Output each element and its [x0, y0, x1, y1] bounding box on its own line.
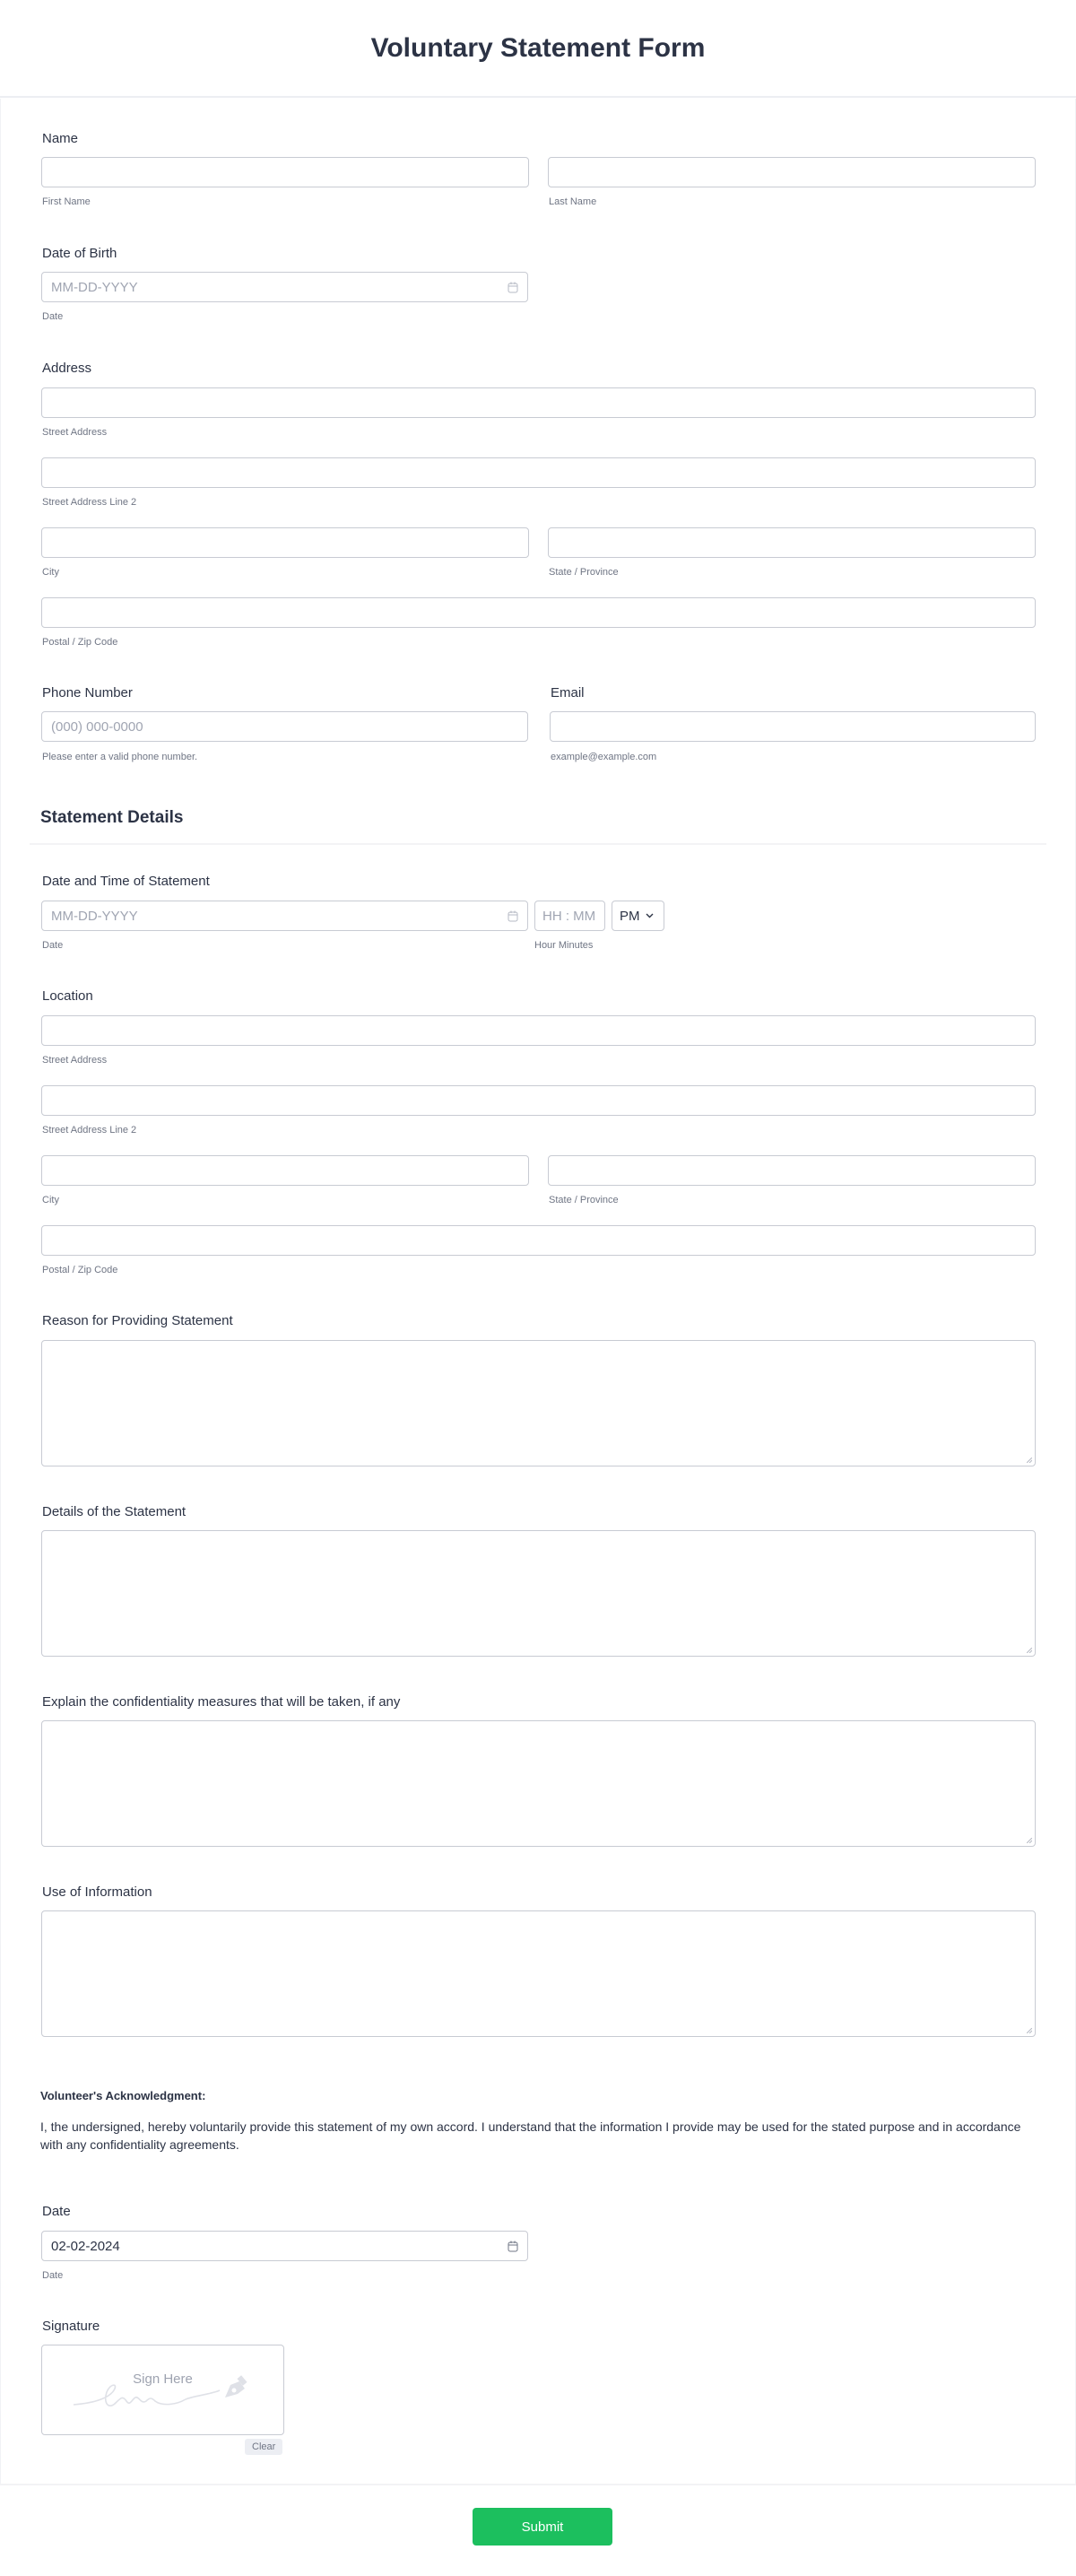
- address-line2-input[interactable]: [41, 457, 1036, 488]
- address-street-sublabel: Street Address: [42, 427, 108, 438]
- statement-time-input[interactable]: [534, 901, 605, 931]
- phone-sublabel: Please enter a valid phone number.: [42, 752, 198, 762]
- first-name-input[interactable]: [41, 157, 529, 187]
- signature-label: Signature: [42, 2319, 100, 2334]
- section-title: Statement Details: [40, 808, 184, 827]
- last-name-sublabel: Last Name: [549, 196, 597, 207]
- date-label: Date: [42, 2204, 71, 2219]
- location-line2-sublabel: Street Address Line 2: [42, 1125, 137, 1136]
- statement-time-placeholder: HH : MM: [542, 908, 596, 924]
- details-label: Details of the Statement: [42, 1504, 187, 1519]
- dob-sublabel: Date: [42, 311, 64, 322]
- address-city-input[interactable]: [41, 527, 529, 558]
- date-input[interactable]: [41, 2231, 528, 2261]
- location-city-sublabel: City: [42, 1195, 59, 1205]
- date-value: 02-02-2024: [51, 2238, 120, 2254]
- address-state-input[interactable]: [548, 527, 1036, 558]
- phone-placeholder: (000) 000-0000: [51, 718, 143, 735]
- calendar-icon[interactable]: [508, 2241, 518, 2252]
- footer-divider: [0, 2484, 1076, 2485]
- statement-date-input[interactable]: [41, 901, 528, 931]
- resize-grip-icon[interactable]: [1027, 1458, 1032, 1463]
- email-input[interactable]: [550, 711, 1036, 742]
- signature-placeholder: Sign Here: [133, 2371, 193, 2387]
- location-city-input[interactable]: [41, 1155, 529, 1186]
- use-of-information-textarea[interactable]: [41, 1910, 1036, 2037]
- acknowledgment-title: Volunteer's Acknowledgment:: [40, 2089, 206, 2102]
- address-label: Address: [42, 361, 92, 376]
- address-line2-sublabel: Street Address Line 2: [42, 497, 137, 508]
- resize-grip-icon[interactable]: [1027, 1648, 1032, 1653]
- location-state-input[interactable]: [548, 1155, 1036, 1186]
- address-zip-sublabel: Postal / Zip Code: [42, 637, 118, 648]
- location-line2-input[interactable]: [41, 1085, 1036, 1116]
- signature-pad[interactable]: [41, 2345, 284, 2435]
- confidentiality-textarea[interactable]: [41, 1720, 1036, 1847]
- statement-datetime-label: Date and Time of Statement: [42, 874, 210, 889]
- clear-signature-button[interactable]: Clear: [245, 2439, 282, 2455]
- resize-grip-icon[interactable]: [1027, 2028, 1032, 2033]
- location-label: Location: [42, 988, 93, 1004]
- confidentiality-label: Explain the confidentiality measures that will be taken, if any: [42, 1694, 401, 1710]
- chevron-down-icon: [646, 913, 654, 918]
- first-name-sublabel: First Name: [42, 196, 91, 207]
- email-label: Email: [551, 685, 585, 701]
- date-sublabel: Date: [42, 2270, 64, 2281]
- dob-placeholder: MM-DD-YYYY: [51, 279, 138, 295]
- address-zip-input[interactable]: [41, 597, 1036, 628]
- form-header: [0, 0, 1076, 98]
- phone-input[interactable]: [41, 711, 528, 742]
- ampm-select[interactable]: [612, 901, 664, 931]
- location-zip-sublabel: Postal / Zip Code: [42, 1265, 118, 1275]
- email-sublabel: example@example.com: [551, 752, 657, 762]
- phone-label: Phone Number: [42, 685, 133, 701]
- use-of-information-label: Use of Information: [42, 1884, 152, 1900]
- address-city-sublabel: City: [42, 567, 59, 578]
- details-textarea[interactable]: [41, 1530, 1036, 1657]
- dob-input[interactable]: [41, 272, 528, 302]
- form-title: Voluntary Statement Form: [370, 32, 706, 63]
- reason-label: Reason for Providing Statement: [42, 1313, 233, 1328]
- location-street-input[interactable]: [41, 1015, 1036, 1046]
- statement-date-sublabel: Date: [42, 940, 64, 951]
- dob-label: Date of Birth: [42, 246, 117, 261]
- location-street-sublabel: Street Address: [42, 1055, 108, 1066]
- calendar-icon[interactable]: [508, 282, 518, 293]
- address-street-input[interactable]: [41, 387, 1036, 418]
- pen-nib-icon: [221, 2374, 250, 2401]
- submit-button[interactable]: Submit: [473, 2508, 612, 2546]
- statement-time-sublabel: Hour Minutes: [534, 940, 594, 951]
- last-name-input[interactable]: [548, 157, 1036, 187]
- statement-date-placeholder: MM-DD-YYYY: [51, 908, 138, 924]
- section-divider: [30, 843, 1046, 845]
- name-label: Name: [42, 131, 79, 146]
- calendar-icon[interactable]: [508, 910, 518, 922]
- address-state-sublabel: State / Province: [549, 567, 619, 578]
- ampm-value: PM: [620, 908, 640, 924]
- resize-grip-icon[interactable]: [1027, 1838, 1032, 1843]
- reason-textarea[interactable]: [41, 1340, 1036, 1466]
- location-zip-input[interactable]: [41, 1225, 1036, 1256]
- location-state-sublabel: State / Province: [549, 1195, 619, 1205]
- acknowledgment-text: I, the undersigned, hereby voluntarily provide this statement of my own accord. I understand that the information I provide may be used for the stated purpose and in accordance with any confidentiality agreements.: [40, 2119, 1021, 2152]
